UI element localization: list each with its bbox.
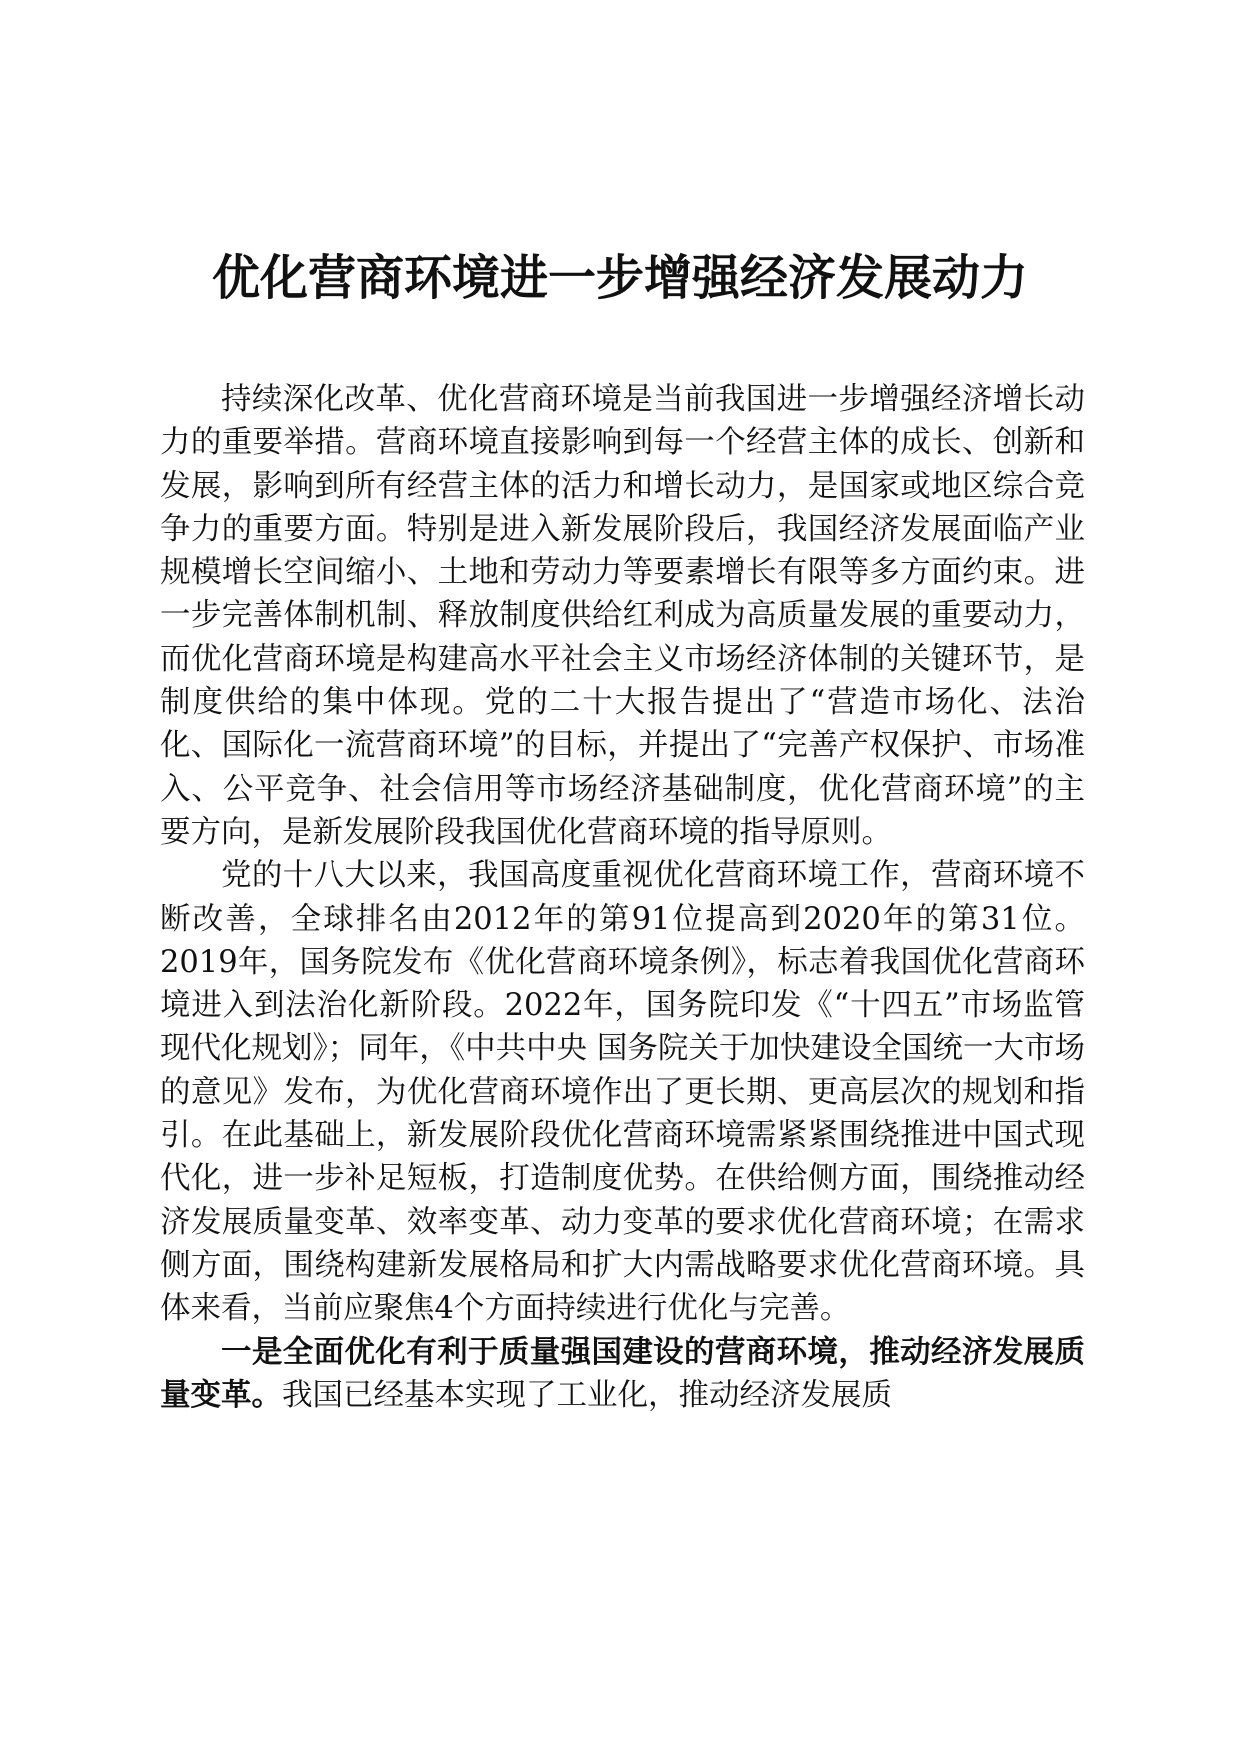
paragraph-3-text: 我国已经基本实现了工业化，推动经济发展质 <box>282 1377 892 1413</box>
paragraph-3 <box>160 1331 1085 1418</box>
paragraph-1-text: 持续深化改革、优化营商环境是当前我国进一步增强经济增长动力的重要举措。营商环境直接影响到每一个经营主体的成长、创新和发展，影响到所有经营主体的活力和增长动力，是国家或地区综合竞争力的重要方面。特别是进入新发展阶段后，我国经济发展面临产业规模增长空间缩小、土地和劳动力等要素增长有限等多方面约束。进一步完善体制机制、释放制度供给红利成为高质量发展的重要动力，而优化营商环境是构建高水平社会主义市场经济体制的关键环节，是制度供给的集中体现。党的二十大报告提出了“营造市场化、法治化、国际化一流营商环境”的目标，并提出了“完善产权保护、市场准入、公平竞争、社会信用等市场经济基础制度，优化营商环境”的主要方向，是新发展阶段我国优化营商环境的指导原则。 <box>160 382 1085 850</box>
paragraph-1 <box>160 378 1085 854</box>
paragraph-3-lead: 一是全面优化有利于质量强国建设的营商环境，推动经济发展质量变革。 <box>160 1333 1085 1413</box>
document-title: 优化营商环境进一步增强经济发展动力 <box>211 250 1028 306</box>
paragraph-2-text: 党的十八大以来，我国高度重视优化营商环境工作，营商环境不断改善，全球排名由2012年的第91位提高到2020年的第31位。2019年，国务院发布《优化营商环境条例》，标志着我国优化营商环境进入到法治化新阶段。2022年，国务院印发《“十四五”市场监管现代化规划》；同年，《中共中央 国务院关于加快建设全国统一大市场的意见》发布，为优化营商环境作出了更长期、更高层次的规划和指引。在此基础上，新发展阶段优化营商环境需紧紧围绕推进中国式现代化，进一步补足短板，打造制度优势。在供给侧方面，围绕推动经济发展质量变革、效率变革、动力变革的要求优化营商环境；在需求侧方面，围绕构建新发展格局和扩大内需战略要求优化营商环境。具体来看，当前应聚焦4个方面持续进行优化与完善。 <box>160 858 1085 1327</box>
document-body <box>160 378 1085 1417</box>
paragraph-2 <box>160 854 1085 1330</box>
